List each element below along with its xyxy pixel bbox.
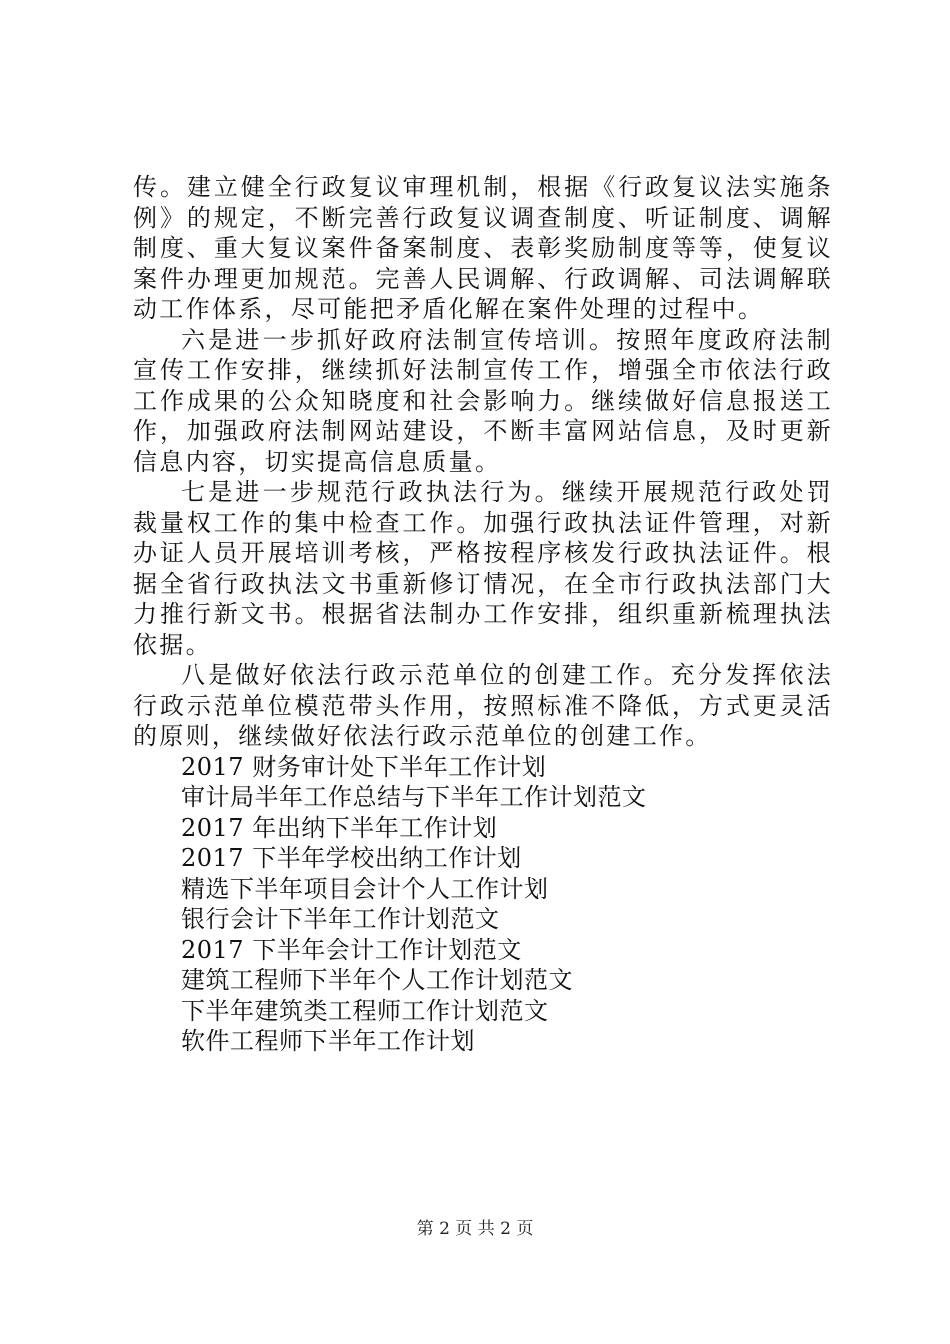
related-title: 2017 下半年会计工作计划范文 bbox=[181, 935, 522, 964]
paragraph-item-six: 六是进一步抓好政府法制宣传培训。按照年度政府法制宣传工作安排，继续抓好法制宣传工作，增强全市依法行政工作成果的公众知晓度和社会影响力。继续做好信息报送工作，加强政府法制网站建设，不断丰富网站信息，及时更新信息内容，切实提高信息质量。 bbox=[133, 325, 833, 476]
related-title: 精选下半年项目会计个人工作计划 bbox=[181, 874, 549, 903]
related-title: 2017 下半年学校出纳工作计划 bbox=[181, 844, 522, 872]
related-title: 下半年建筑类工程师工作计划范文 bbox=[181, 996, 549, 1025]
related-titles-list bbox=[133, 752, 833, 1057]
page-number-footer: 第 2 页 共 2 页 bbox=[416, 1219, 534, 1239]
related-title: 2017 年出纳下半年工作计划 bbox=[181, 813, 498, 842]
paragraph-item-seven: 七是进一步规范行政执法行为。继续开展规范行政处罚裁量权工作的集中检查工作。加强行政执法证件管理，对新办证人员开展培训考核，严格按程序核发行政执法证件。根据全省行政执法文书重新修订情况，在全市行政执法部门大力推行新文书。根据省法制办工作安排，组织重新梳理执法依据。 bbox=[133, 478, 833, 659]
related-title: 银行会计下半年工作计划范文 bbox=[181, 905, 500, 933]
paragraph-continuation: 传。建立健全行政复议审理机制，根据《行政复议法实施条例》的规定，不断完善行政复议调查制度、听证制度、调解制度、重大复议案件备案制度、表彰奖励制度等等，使复议案件办理更加规范。完善人民调解、行政调解、司法调解联动工作体系，尽可能把矛盾化解在案件处理的过程中。 bbox=[133, 173, 833, 323]
related-title: 2017 财务审计处下半年工作计划 bbox=[181, 752, 547, 781]
paragraph-item-eight: 八是做好依法行政示范单位的创建工作。充分发挥依法行政示范单位模范带头作用，按照标准不降低，方式更灵活的原则，继续做好依法行政示范单位的创建工作。 bbox=[133, 661, 833, 750]
related-title: 审计局半年工作总结与下半年工作计划范文 bbox=[181, 783, 647, 811]
document-body bbox=[133, 172, 833, 1057]
related-title: 建筑工程师下半年个人工作计划范文 bbox=[181, 966, 573, 994]
related-title: 软件工程师下半年工作计划 bbox=[181, 1027, 475, 1055]
